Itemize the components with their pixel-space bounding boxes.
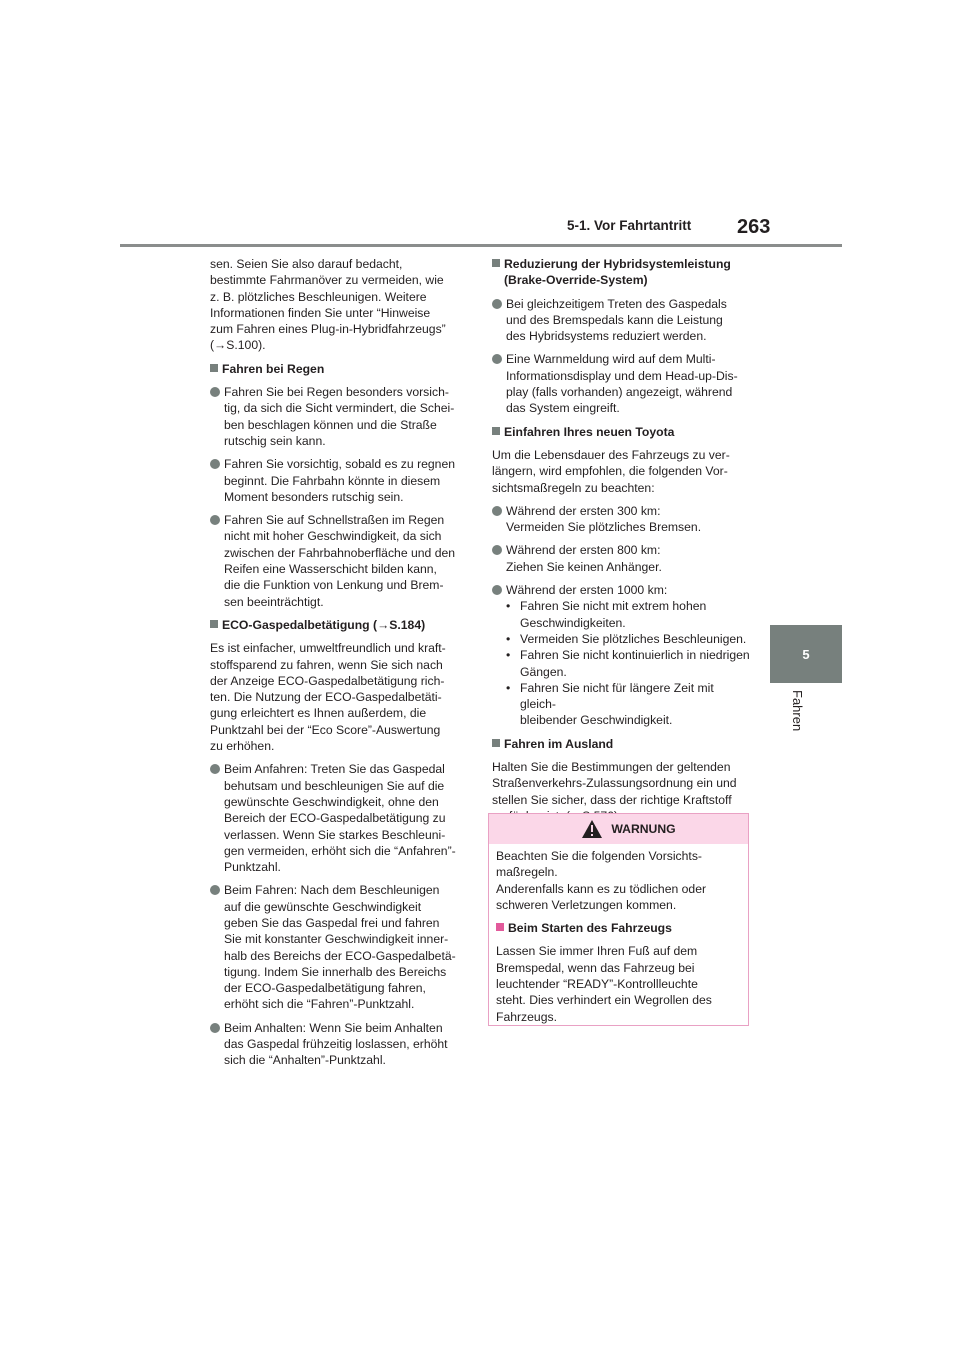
text-line: Beachten Sie die folgenden Vorsichts- — [496, 849, 702, 863]
left-column — [210, 256, 468, 1076]
text-line: rutschig sein kann. — [224, 433, 326, 448]
text-line: Geschwindigkeiten. — [520, 615, 626, 630]
text-line: auf die gewünschte Geschwindigkeit — [224, 899, 422, 914]
text-line: Gängen. — [520, 664, 567, 679]
paragraph — [496, 848, 741, 913]
heading-text: Einfahren Ihres neuen Toyota — [504, 424, 675, 439]
dash-item — [506, 680, 750, 729]
text-line: Beim Fahren: Nach dem Beschleunigen — [224, 883, 440, 898]
circle-bullet-icon — [492, 585, 502, 595]
text-line: gen vermeiden, erhöht sich die “Anfahren”- — [224, 843, 456, 858]
circle-bullet-icon — [492, 506, 502, 516]
text-line: bestimmte Fahrmanöver zu vermeiden, wie — [210, 273, 444, 288]
text-line: des Hybridsystems reduziert werden. — [506, 329, 707, 344]
text-line: tig, da sich die Sicht vermindert, die Schei- — [224, 401, 455, 416]
square-bullet-icon — [210, 620, 218, 628]
text-line: Ziehen Sie keinen Anhänger. — [506, 559, 662, 574]
circle-bullet-icon — [492, 299, 502, 309]
text-line: das System eingreift. — [506, 401, 620, 416]
bullet-item — [210, 1020, 468, 1069]
text-line: beginnt. Die Fahrbahn könnte in diesem — [224, 473, 441, 488]
circle-bullet-icon — [492, 545, 502, 555]
text-line: play (falls vorhanden) angezeigt, während — [506, 385, 733, 400]
paragraph — [492, 447, 750, 496]
text-line: nicht mit hoher Geschwindigkeit, da sich — [224, 529, 442, 544]
dash-item — [506, 631, 750, 647]
heading-text: Fahren bei Regen — [222, 361, 325, 376]
text-line: Moment besonders rutschig sein. — [224, 489, 404, 504]
text-line: ben beschlagen können und die Straße — [224, 417, 437, 432]
text-line: Während der ersten 800 km: — [506, 543, 661, 558]
text-line: Fahren Sie bei Regen besonders vorsich- — [224, 385, 449, 400]
text-line: Fahren Sie nicht kontinuierlich in niedrigen — [520, 648, 750, 663]
text-line: z. B. plötzliches Beschleunigen. Weitere — [210, 289, 427, 304]
chapter-tab — [770, 625, 842, 683]
text-line: (Brake-Override-System) — [504, 273, 648, 288]
text-line: zu erhöhen. — [210, 739, 275, 754]
bullet-item — [492, 503, 750, 536]
text-line: sichtsmaßregeln zu beachten: — [492, 480, 655, 495]
bullet-item — [210, 512, 468, 610]
section-heading — [492, 736, 750, 752]
circle-bullet-icon — [210, 515, 220, 525]
text-line: bleibender Geschwindigkeit. — [520, 713, 673, 728]
text-line: halb des Bereichs der ECO-Gaspedalbetä- — [224, 948, 456, 963]
circle-bullet-icon — [210, 387, 220, 397]
text-line: maßregeln. — [496, 865, 558, 880]
text-line: längern, wird empfohlen, die folgenden Vor- — [492, 464, 728, 479]
text-line: (→S.100). — [210, 338, 266, 353]
circle-bullet-icon — [210, 1023, 220, 1033]
bullet-item — [210, 384, 468, 449]
text-line: Anderenfalls kann es zu tödlichen oder — [496, 881, 707, 896]
text-line: schweren Verletzungen kommen. — [496, 897, 677, 912]
dash-bullet-icon: • — [506, 680, 511, 695]
text-line: Bremspedal, wenn das Fahrzeug bei — [496, 960, 695, 975]
paragraph — [210, 256, 468, 354]
text-line: verlassen. Wenn Sie starkes Beschleuni- — [224, 827, 446, 842]
text-line: Bei gleichzeitigem Treten des Gaspedals — [506, 296, 727, 311]
text-line: erhöht sich die “Fahren”-Punktzahl. — [224, 997, 415, 1012]
text-line: stellen Sie sicher, dass der richtige Kraftstoff — [492, 792, 732, 807]
text-line: Fahren Sie vorsichtig, sobald es zu regnen — [224, 457, 456, 472]
warning-triangle-icon — [581, 819, 603, 839]
section-heading — [492, 424, 750, 440]
text-line: zwischen der Fahrbahnoberfläche und den — [224, 545, 456, 560]
text-line: Um die Lebensdauer des Fahrzeugs zu ver- — [492, 447, 730, 462]
bullet-item — [210, 761, 468, 875]
header-rule — [120, 244, 842, 247]
circle-bullet-icon — [210, 459, 220, 469]
circle-bullet-icon — [210, 764, 220, 774]
dash-item — [506, 598, 750, 631]
section-title: 5-1. Vor Fahrtantritt — [567, 218, 692, 233]
bullet-item — [492, 296, 750, 345]
right-column — [492, 256, 750, 831]
section-heading — [210, 361, 468, 377]
square-bullet-icon — [492, 427, 500, 435]
text-line: Reduzierung der Hybridsystemleistung — [504, 257, 731, 271]
bullet-item — [492, 351, 750, 416]
page-number: 263 — [737, 216, 771, 238]
square-bullet-icon — [492, 259, 500, 267]
dash-bullet-icon: • — [506, 599, 511, 614]
heading-text: Fahren im Ausland — [504, 736, 614, 751]
warning-header — [489, 814, 748, 844]
square-bullet-icon — [492, 739, 500, 747]
text-line: sich die “Anhalten”-Punktzahl. — [224, 1053, 386, 1068]
circle-bullet-icon — [492, 354, 502, 364]
text-line: Informationen finden Sie unter “Hinweise — [210, 305, 431, 320]
paragraph — [496, 943, 741, 1024]
square-bullet-icon — [496, 923, 504, 931]
text-line: Punktzahl bei der “Eco Score”-Auswertung — [210, 722, 441, 737]
text-line: gung erleichtert es Ihnen außerdem, die — [210, 706, 427, 721]
text-line: Während der ersten 300 km: — [506, 503, 661, 518]
paragraph — [210, 640, 468, 754]
text-line: Bereich der ECO-Gaspedalbetätigung zu — [224, 811, 446, 826]
text-line: Eine Warnmeldung wird auf dem Multi- — [506, 352, 716, 367]
text-line: Fahren Sie nicht mit extrem hohen — [520, 599, 707, 614]
text-line: behutsam und beschleunigen Sie auf die — [224, 778, 445, 793]
text-line: Beim Anhalten: Wenn Sie beim Anhalten — [224, 1020, 443, 1035]
text-line: leuchtender “READY”-Kontrollleuchte — [496, 977, 698, 992]
warning-title: WARNUNG — [611, 822, 676, 836]
text-line: sen beeinträchtigt. — [224, 594, 324, 609]
section-heading — [492, 256, 750, 289]
text-line: Vermeiden Sie plötzliches Bremsen. — [506, 520, 702, 535]
text-line: das Gaspedal frühzeitig loslassen, erhöht — [224, 1037, 448, 1052]
text-line: sen. Seien Sie also darauf bedacht, — [210, 257, 403, 271]
dash-bullet-icon: • — [506, 648, 511, 663]
text-line: gewünschte Geschwindigkeit, ohne den — [224, 794, 439, 809]
text-line: der ECO-Gaspedalbetätigung fahren, — [224, 981, 426, 996]
warning-body — [489, 844, 748, 1025]
text-line: Beim Anfahren: Treten Sie das Gaspedal — [224, 762, 445, 777]
square-bullet-icon — [210, 364, 218, 372]
section-heading — [210, 617, 468, 633]
bullet-item — [210, 456, 468, 505]
bullet-item — [492, 582, 750, 729]
text-line: Punktzahl. — [224, 860, 281, 875]
text-line: Während der ersten 1000 km: — [506, 583, 668, 598]
chapter-label: Fahren — [790, 690, 805, 732]
circle-bullet-icon — [210, 885, 220, 895]
text-line: Reifen eine Wasserschicht bilden kann, — [224, 562, 437, 577]
text-line: Informationsdisplay und dem Head-up-Dis- — [506, 368, 738, 383]
text-line: geben Sie das Gaspedal frei und fahren — [224, 915, 440, 930]
text-line: steht. Dies verhindert ein Wegrollen des — [496, 993, 712, 1008]
bullet-item — [492, 542, 750, 575]
text-line: Es ist einfacher, umweltfreundlich und kraft- — [210, 641, 446, 656]
chapter-number: 5 — [802, 646, 810, 662]
text-line: Sie mit konstanter Geschwindigkeit inner- — [224, 932, 449, 947]
text-line: Vermeiden Sie plötzliches Beschleunigen. — [520, 631, 747, 646]
text-line: Lassen Sie immer Ihren Fuß auf dem — [496, 944, 698, 959]
dash-bullet-icon: • — [506, 631, 511, 646]
text-line: zum Fahren eines Plug-in-Hybridfahrzeugs” — [210, 322, 446, 337]
text-line: stoffsparend zu fahren, wenn Sie sich nach — [210, 657, 443, 672]
text-line: die die Funktion von Lenkung und Brem- — [224, 578, 444, 593]
text-line: Halten Sie die Bestimmungen der geltenden — [492, 760, 731, 775]
heading-text: ECO-Gaspedalbetätigung (→S.184) — [222, 617, 426, 632]
text-line: Fahrzeugs. — [496, 1009, 557, 1024]
dash-item — [506, 647, 750, 680]
warning-box — [488, 813, 749, 1026]
section-heading — [496, 920, 741, 936]
text-line: Straßenverkehrs-Zulassungsordnung ein und — [492, 776, 737, 791]
bullet-item — [210, 882, 468, 1012]
heading-text: Beim Starten des Fahrzeugs — [508, 921, 672, 936]
text-line: Fahren Sie nicht für längere Zeit mit gleich- — [520, 680, 714, 712]
text-line: tigung. Indem Sie innerhalb des Bereichs — [224, 964, 447, 979]
text-line: der Anzeige ECO-Gaspedalbetätigung rich- — [210, 673, 445, 688]
text-line: Fahren Sie auf Schnellstraßen im Regen — [224, 513, 445, 528]
text-line: und des Bremspedals kann die Leistung — [506, 312, 723, 327]
text-line: ten. Die Nutzung der ECO-Gaspedalbetäti- — [210, 690, 442, 705]
